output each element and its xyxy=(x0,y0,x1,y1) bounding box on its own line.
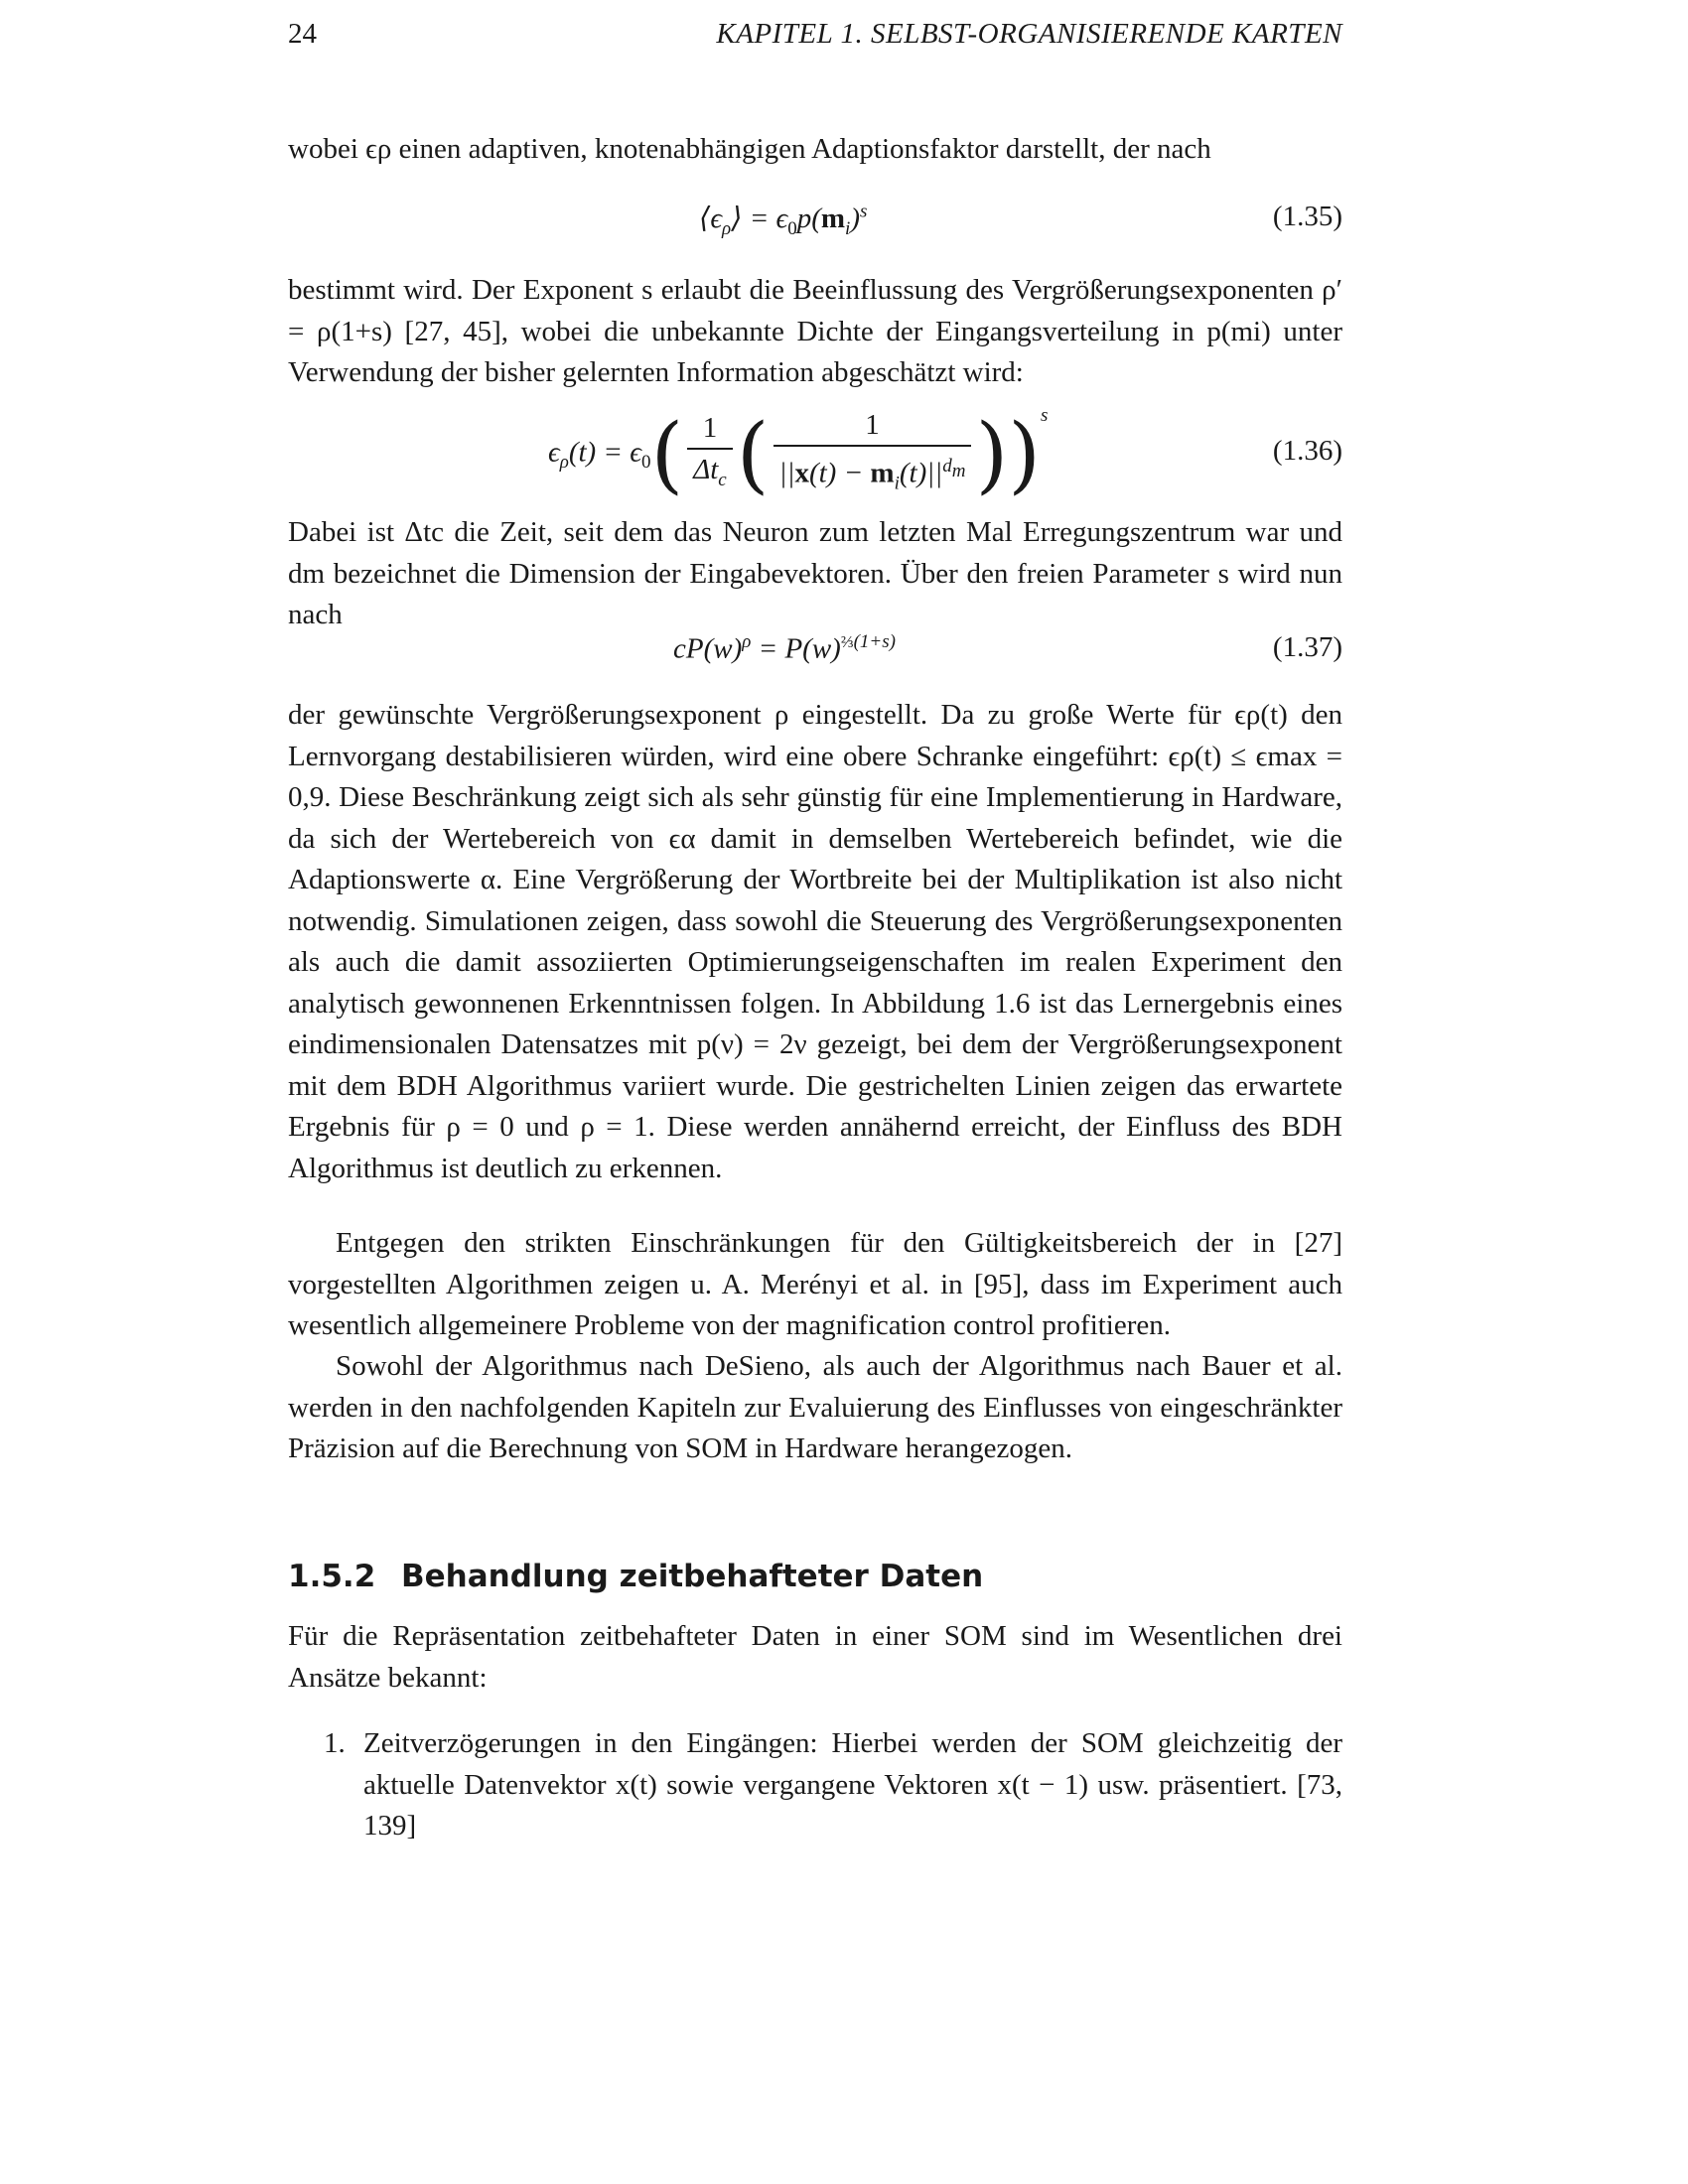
paragraph-text: Sowohl der Algorithmus nach DeSieno, als auch der Algorithmus nach Bauer et al. werden in den nachfolgenden Kapiteln zur Evaluierung des Einflusses von eingeschränkter Präzision auf die Berechnung von SOM in Hardware herangezogen. xyxy=(288,1350,1342,1464)
equation-formula: $\epsilon_\rho(t) = \epsilon_0$( $\frac{1}{\Delta t_c}$ ( $\frac{1}{||x(t) - m_i(t)||^{d_m}}$ ))$^s$ xyxy=(548,404,1049,503)
paragraph-text: Entgegen den strikten Einschränkungen für den Gültigkeitsbereich der in [27] vorgestellten Algorithmen zeigen u. A. Merényi et al. in [95], dass im Experiment auch wesentlich allgemeinere Probleme von der magnification control profitieren. xyxy=(288,1227,1342,1341)
list-item xyxy=(288,1723,1342,1847)
running-head: KAPITEL 1. SELBST-ORGANISIERENDE KARTEN xyxy=(716,18,1342,50)
equation-number: (1.35) xyxy=(1272,201,1342,232)
section-number: 1.5.2 xyxy=(288,1559,376,1594)
equation-number: (1.36) xyxy=(1272,435,1342,467)
paragraph-time-data xyxy=(288,1616,1342,1699)
paragraph-text: Für die Repräsentation zeitbehafteter Daten in einer SOM sind im Wesentlichen drei Ansätze bekannt: xyxy=(288,1620,1342,1694)
equation-1-35 xyxy=(288,195,1342,254)
equation-1-36 xyxy=(288,401,1342,510)
equation-number: (1.37) xyxy=(1272,631,1342,663)
paragraph-text: wobei ϵρ einen adaptiven, knotenabhängigen Adaptionsfaktor darstellt, der nach xyxy=(288,133,1211,165)
list-item-marker: 1. xyxy=(324,1727,346,1759)
paragraph-definition xyxy=(288,512,1342,636)
paragraph-desieno xyxy=(288,1346,1342,1470)
paragraph-merenyi xyxy=(288,1223,1342,1347)
paragraph-magnification xyxy=(288,695,1342,1189)
page-number: 24 xyxy=(288,18,317,50)
equation-formula: $⟨\epsilon_\rho⟩ = \epsilon_0p(m_i)^s$ xyxy=(699,201,868,239)
enumerated-list xyxy=(288,1723,1342,1847)
paragraph-text: Dabei ist Δtc die Zeit, seit dem das Neuron zum letzten Mal Erregungszentrum war und dm bezeichnet die Dimension der Eingabevektoren. Über den freien Parameter s wird nun nach xyxy=(288,516,1342,630)
section-heading xyxy=(288,1555,983,1598)
paragraph-text: bestimmt wird. Der Exponent s erlaubt die Beeinflussung des Vergrößerungsexponenten ρ′ = ρ(1+s) [27, 45], wobei die unbekannte Dichte der Eingangsverteilung in p(mi) unter Verwendung der bisher gelernten Information abgeschätzt wird: xyxy=(288,274,1342,388)
paragraph-intro xyxy=(288,129,1342,171)
equation-1-37 xyxy=(288,631,1342,691)
paragraph-exponent xyxy=(288,270,1342,394)
section-title: Behandlung zeitbehafteter Daten xyxy=(401,1559,984,1594)
paragraph-text: der gewünschte Vergrößerungsexponent ρ eingestellt. Da zu große Werte für ϵρ(t) den Lernvorgang destabilisieren würden, wird eine obere Schranke eingeführt: ϵρ(t) ≤ ϵmax = 0,9. Diese Beschränkung zeigt sich als sehr günstig für eine Implementierung in Hardware, da sich der Wertebereich von ϵα damit in demselben Wertebereich befindet, wie die Adaptionswerte α. Eine Vergrößerung der Wortbreite bei der Multiplikation ist also nicht notwendig. Simulationen zeigen, dass sowohl die Steuerung des Vergrößerungsexponenten als auch die damit assoziierten Optimierungseigenschaften im realen Experiment den analytisch gewonnenen Erkenntnissen folgen. In Abbildung 1.6 ist das Lernergebnis eines eindimensionalen Datensatzes mit p(ν) = 2ν gezeigt, bei dem der Vergrößerungsexponent mit dem BDH Algorithmus variiert wurde. Die gestrichelten Linien zeigen das erwartete Ergebnis für ρ = 0 und ρ = 1. Diese werden annähernd erreicht, der Einfluss des BDH Algorithmus ist deutlich zu erkennen. xyxy=(288,699,1342,1184)
equation-formula: $cP(w)^\rho = P(w)^{\frac{2}{3}(1+s)}$ xyxy=(673,631,896,665)
list-item-text: Zeitverzögerungen in den Eingängen: Hierbei werden der SOM gleichzeitig der aktuelle Datenvektor x(t) sowie vergangene Vektoren x(t − 1) usw. präsentiert. [73, 139] xyxy=(363,1727,1342,1842)
